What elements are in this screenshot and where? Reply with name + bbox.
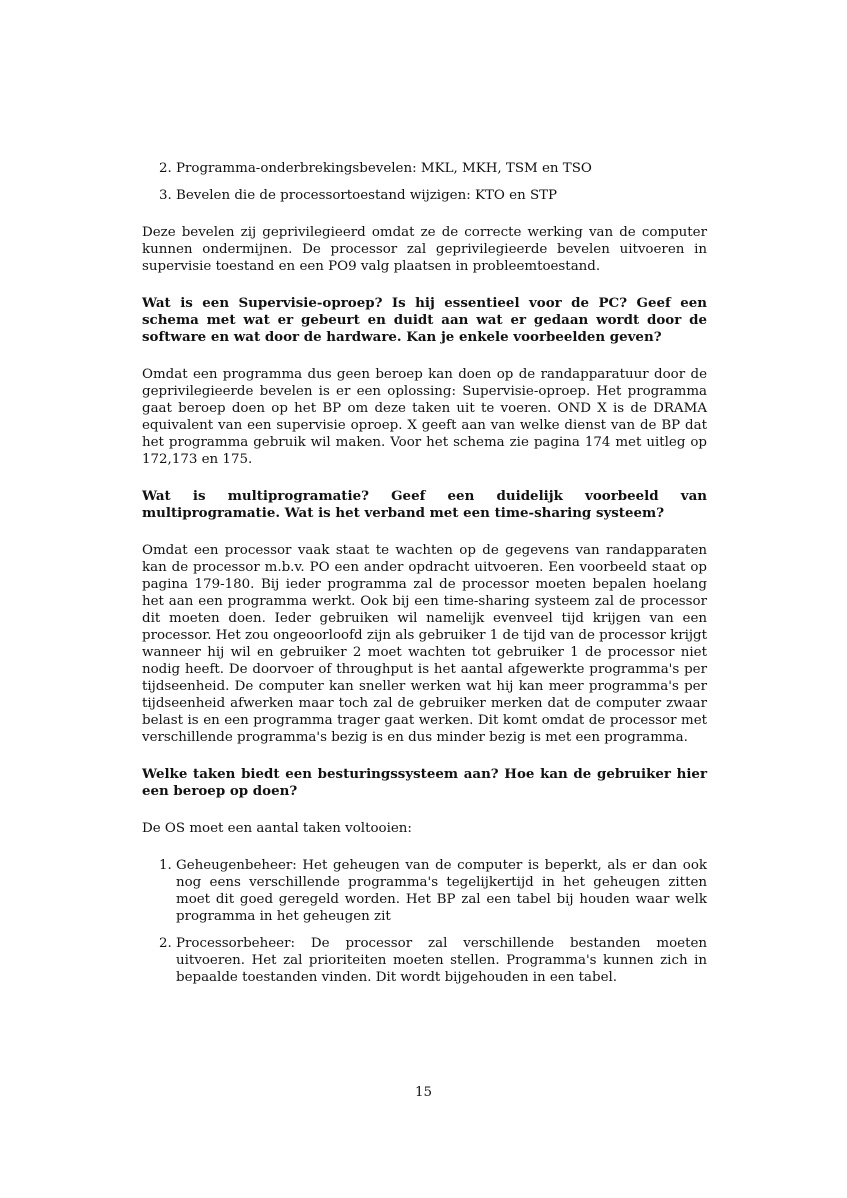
list-item (142, 160, 707, 177)
answer-supervisie-oproep: Omdat een programma dus geen beroep kan doen op de randapparatuur door de geprivilegieerde bevelen is er een oplossing: Supervisie-oproep. Het programma gaat beroep doen op het BP om deze taken uit te voeren. OND X is de DRAMA equivalent van een supervisie oproep. X geeft aan van welke dienst van de BP dat het programma gebruik wil maken. Voor het schema zie pagina 174 met uitleg op 172,173 en 175. (142, 367, 707, 467)
question-multiprogramatie: Wat is multiprogramatie? Geef een duidelijk voorbeeld van multiprogramatie. Wat is het verband met een time-sharing systeem? (142, 488, 707, 521)
list-item-text: Programma-onderbrekingsbevelen: MKL, MKH, TSM en TSO (176, 161, 592, 176)
privileged-commands-list (142, 160, 707, 204)
list-item (142, 187, 707, 204)
list-item-number: 2. (159, 161, 172, 176)
page-number: 15 (414, 1085, 433, 1100)
paragraph-privileged: Deze bevelen zij geprivilegieerd omdat ze de correcte werking van de computer kunnen ondermijnen. De processor zal geprivilegieerde bevelen uitvoeren in supervisie toestand en een PO9 valg plaatsen in probleemtoestand. (142, 225, 707, 274)
list-item-text: Geheugenbeheer: Het geheugen van de computer is beperkt, als er dan ook nog eens verschillende programma's tegelijkertijd in het geheugen zitten moet dit goed geregeld worden. Het BP zal een tabel bij houden waar welk programma in het geheugen zit (176, 858, 707, 924)
question-supervisie-oproep: Wat is een Supervisie-oproep? Is hij essentieel voor de PC? Geef een schema met wat er gebeurt en duidt aan wat er gedaan wordt door de software en wat door de hardware. Kan je enkele voorbeelden geven? (142, 295, 707, 345)
list-item-text: Bevelen die de processortoestand wijzigen: KTO en STP (176, 188, 558, 203)
list-item-number: 2. (159, 936, 172, 951)
question-besturingssysteem: Welke taken biedt een besturingssysteem aan? Hoe kan de gebruiker hier een beroep op doen? (142, 766, 707, 799)
list-item (142, 935, 707, 986)
answer-besturingssysteem-intro: De OS moet een aantal taken voltooien: (142, 821, 412, 836)
list-item-number: 1. (159, 858, 172, 873)
page-body (142, 160, 707, 1006)
list-item-number: 3. (159, 188, 172, 203)
list-item-text: Processorbeheer: De processor zal verschillende bestanden moeten uitvoeren. Het zal prioriteiten moeten stellen. Programma's kunnen zich in bepaalde toestanden vinden. Dit wordt bijgehouden in een tabel. (176, 936, 707, 985)
answer-multiprogramatie: Omdat een processor vaak staat te wachten op de gegevens van randapparaten kan de processor m.b.v. PO een ander opdracht uitvoeren. Een voorbeeld staat op pagina 179-180. Bij ieder programma zal de processor moeten bepalen hoelang het aan een programma werkt. Ook bij een time-sharing systeem zal de processor dit moeten doen. Ieder gebruiken wil namelijk evenveel tijd krijgen van een processor. Het zou ongeoorloofd zijn als gebruiker 1 de tijd van de processor krijgt wanneer hij wil en gebruiker 2 moet wachten tot gebruiker 1 de processor niet nodig heeft. De doorvoer of throughput is het aantal afgewerkte programma's per tijdseenheid. De computer kan sneller werken wat hij kan meer programma's per tijdseenheid afwerken maar toch zal de gebruiker merken dat de computer zwaar belast is en een programma trager gaat werken. Dit komt omdat de processor met verschillende programma's bezig is en dus minder bezig is met een programma. (142, 543, 707, 745)
os-tasks-list (142, 857, 707, 986)
list-item (142, 857, 707, 925)
